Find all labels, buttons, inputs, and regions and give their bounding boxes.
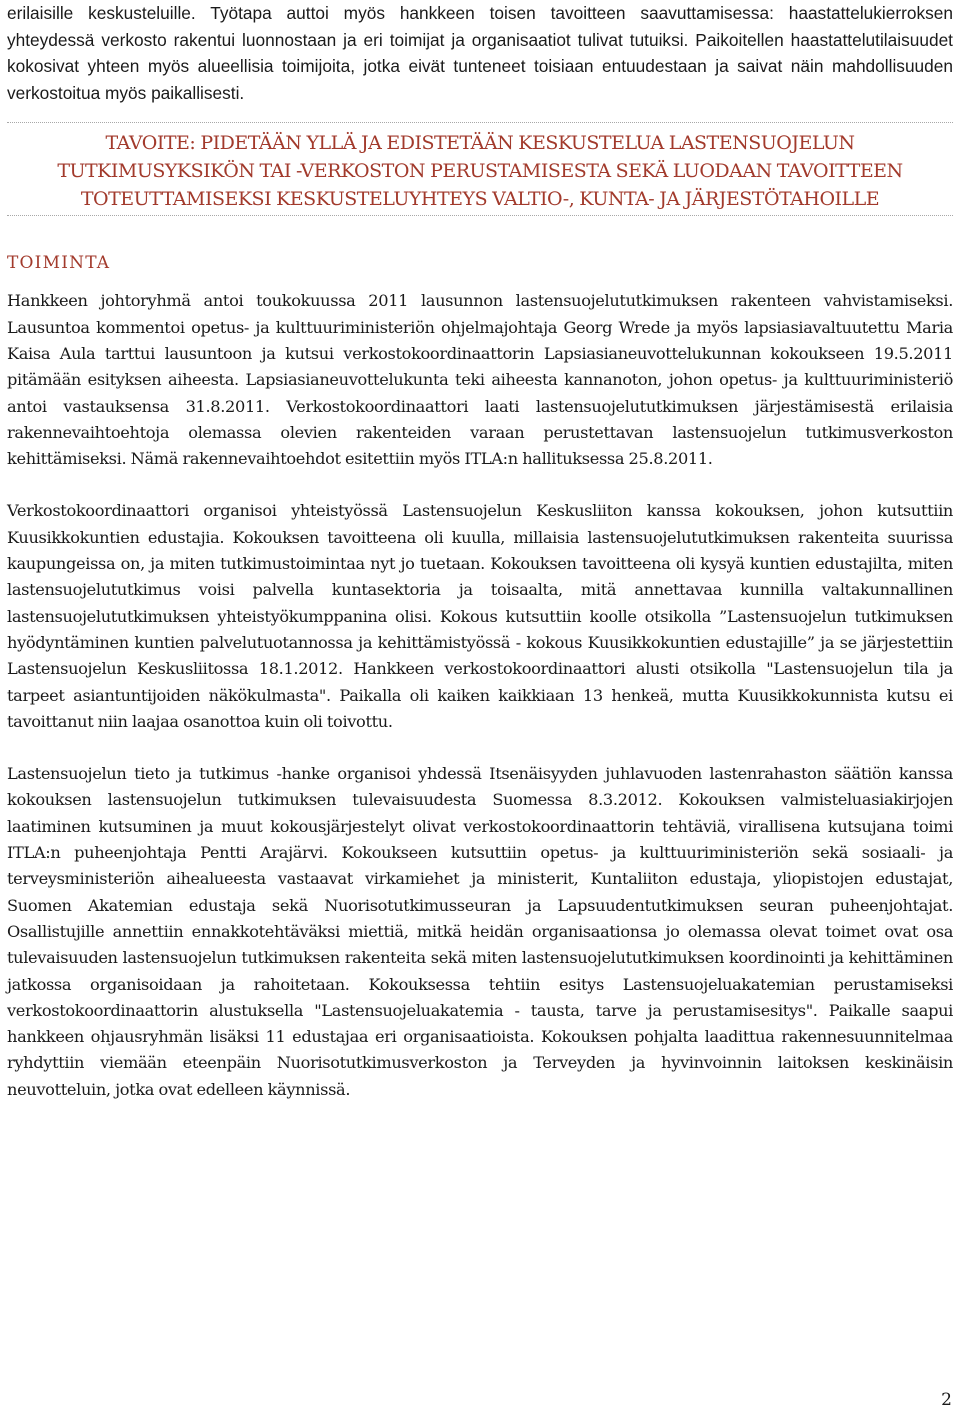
goal-bottom-divider bbox=[7, 215, 953, 216]
goal-line-3: TOTEUTTAMISEKSI KESKUSTELUYHTEYS VALTIO-, KUNTA- JA JÄRJESTÖTAHOILLE bbox=[80, 188, 880, 211]
intro-paragraph: erilaisille keskusteluille. Työtapa auttoi myös hankkeen toisen tavoitteen saavuttamisessa: haastattelukierroksen yhteydessä verkosto rakentui luonnostaan ja eri toimijat ja organisaatiot tulivat tutuiksi. Paikoitellen haastattelutilaisuudet kokosivat yhteen myös alueellisia toimijoita, jotka eivät tunteneet toisiaan entuudestaan ja saivat näin mahdollisuuden verkostoitua myös paikallisesti. bbox=[7, 3, 953, 103]
body-paragraph-1: Hankkeen johtoryhmä antoi toukokuussa 2011 lausunnon lastensuojelututkimuksen rakenteen vahvistamiseksi. Lausuntoa kommentoi opetus- ja kulttuuriministeriön ohjelmajohtaja Georg Wrede ja myös lapsiasiavaltuutettu Maria Kaisa Aula tarttui lausuntoon ja kutsui verkostokoordinaattorin Lapsiasianeuvottelukunnan kokoukseen 19.5.2011 pitämään esityksen aiheesta. Lapsiasianeuvottelukunta teki aiheesta kannanoton, johon opetus- ja kulttuuriministeriö antoi vastauksensa 31.8.2011. Verkostokoordinaattori laati lastensuojelututkimuksen järjestämisestä erilaisia rakennevaihtoehtoja olemassa olevien rakenteiden varaan perustettavan lastensuojelun tutkimusverkoston kehittämiseksi. Nämä rakennevaihtoehdot esitettiin myös ITLA:n hallituksessa 25.8.2011. bbox=[7, 291, 953, 469]
document-page bbox=[7, 0, 953, 1103]
section-heading-toiminta: TOIMINTA bbox=[7, 253, 111, 274]
body-paragraph-3: Lastensuojelun tieto ja tutkimus -hanke organisoi yhdessä Itsenäisyyden juhlavuoden lastenrahaston säätiön kanssa kokouksen lastensuojelun tutkimuksen tulevaisuudesta Suomessa 8.3.2012. Kokouksen valmisteluasiakirjojen laatiminen kutsuminen ja muut kokousjärjestelyt olivat verkostokoordinaattorin tehtäviä, virallisena kutsujana toimi ITLA:n puheenjohtaja Pentti Arajärvi. Kokoukseen kutsuttiin opetus- ja kulttuuriministeriön sekä sosiaali- ja terveysministeriön aihealueesta vastaavat virkamiehet ja ministerit, Kuntaliiton edustaja, yliopistojen edustajat, Suomen Akatemian edustaja sekä Nuorisotutkimusseuran ja Lapsuudentutkimuksen seuran puheenjohtajat. Osallistujille annettiin ennakkotehtäväksi miettiä, mitkä heidän organisaationsa jo olemassa olevat toimet ovat osa tulevaisuuden lastensuojelun tutkimuksen rakenteita sekä miten lastensuojelututkimuksen koordinointi ja kehittäminen jatkossa organisoidaan ja rahoitetaan. Kokouksessa tehtiin esitys Lastensuojeluakatemian perustamiseksi verkostokoordinaattorin alustuksella "Lastensuojeluakatemia - tausta, tarve ja perustamisesitys". Paikalle saapui hankkeen ohjausryhmän lisäksi 11 edustajaa eri organisaatioista. Kokouksen pohjalta laadittua rakennesuunnitelmaa ryhdyttiin viemään eteenpäin Nuorisotutkimusverkoston ja Terveyden ja hyvinvoinnin laitoksen keskinäisin neuvotteluin, jotka ovat edelleen käynnissä. bbox=[7, 764, 953, 1099]
goal-line-1: TAVOITE: PIDETÄÄN YLLÄ JA EDISTETÄÄN KESKUSTELUA LASTENSUOJELUN bbox=[105, 132, 855, 155]
page-number: 2 bbox=[941, 1390, 952, 1410]
goal-heading bbox=[7, 123, 953, 215]
goal-line-2: TUTKIMUSYKSIKÖN TAI -VERKOSTON PERUSTAMISESTA SEKÄ LUODAAN TAVOITTEEN bbox=[57, 160, 903, 183]
body-paragraph-2: Verkostokoordinaattori organisoi yhteistyössä Lastensuojelun Keskusliiton kanssa kokouksen, johon kutsuttiin Kuusikkokuntien edustajia. Kokouksen tavoitteena oli kuulla, millaisia lastensuojelututkimuksen rakenteita suurissa kaupungeissa on, ja miten tutkimustoimintaa nyt jo tuetaan. Kokouksen tavoitteena oli kysyä kuntien edustajilta, miten lastensuojelututkimus voisi palvella kuntasektoria ja toisaalta, mitä annettavaa kunnilla valtakunnallinen lastensuojelututkimuksen yhteistyökumppanina olisi. Kokous kutsuttiin koolle otsikolla ”Lastensuojelun tutkimuksen hyödyntäminen kuntien palvelutuotannossa ja kehittämistyössä - kokous Kuusikkokuntien edustajille” ja se järjestettiin Lastensuojelun Keskusliitossa 18.1.2012. Hankkeen verkostokoordinaattori alusti otsikolla "Lastensuojelun tila ja tarpeet asiantuntijoiden näkökulmasta". Paikalla oli kaiken kaikkiaan 13 henkeä, mutta Kuusikkokunnista kutsu ei tavoittanut niin laajaa osanottoa kuin oli toivottu. bbox=[7, 501, 953, 731]
